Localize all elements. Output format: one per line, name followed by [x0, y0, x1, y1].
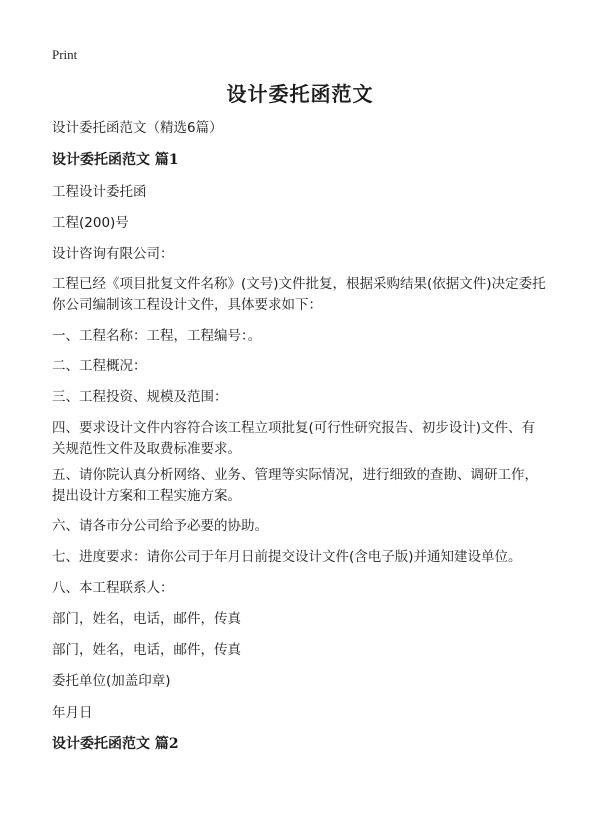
- letter-title: 工程设计委托函: [52, 184, 147, 200]
- document-subtitle: 设计委托函范文（精选6篇）: [52, 120, 223, 136]
- date-line: 年月日: [52, 705, 93, 721]
- list-item-5: 五、请你院认真分析网络、业务、管理等实际情况，进行细致的查勘、调研工作，提出设计方案和工程实施方案。: [52, 467, 538, 504]
- contact-line-1: 部门，姓名，电话，邮件，传真: [52, 611, 241, 627]
- list-item-7: 七、进度要求：请你公司于年月日前提交设计文件(含电子版)并通知建设单位。: [52, 549, 522, 565]
- section-heading-2: 设计委托函范文 篇2: [52, 736, 179, 752]
- addressee: 设计咨询有限公司：: [52, 246, 174, 262]
- contact-line-2: 部门，姓名，电话，邮件，传真: [52, 642, 241, 658]
- print-link[interactable]: Print: [52, 47, 78, 62]
- section-heading-1: 设计委托函范文 篇1: [52, 152, 179, 168]
- list-item-6: 六、请各市分公司给予必要的协助。: [52, 518, 268, 534]
- list-item-4: 四、要求设计文件内容符合该工程立项批复(可行性研究报告、初步设计)文件、有关规范性文件及取费标准要求。: [52, 420, 536, 457]
- list-item-2: 二、工程概况：: [52, 358, 147, 374]
- reference-number: 工程(200)号: [52, 215, 129, 231]
- intro-paragraph: 工程已经《项目批复文件名称》(文号)文件批复，根据采购结果(依据文件)决定委托你公司编制该工程设计文件，具体要求如下：: [52, 276, 546, 313]
- list-item-8: 八、本工程联系人：: [52, 580, 174, 596]
- signer-line: 委托单位(加盖印章): [52, 673, 171, 689]
- page-title: 设计委托函范文: [226, 82, 374, 106]
- list-item-3: 三、工程投资、规模及范围：: [52, 389, 228, 405]
- list-item-1: 一、工程名称：工程，工程编号：。: [52, 328, 262, 344]
